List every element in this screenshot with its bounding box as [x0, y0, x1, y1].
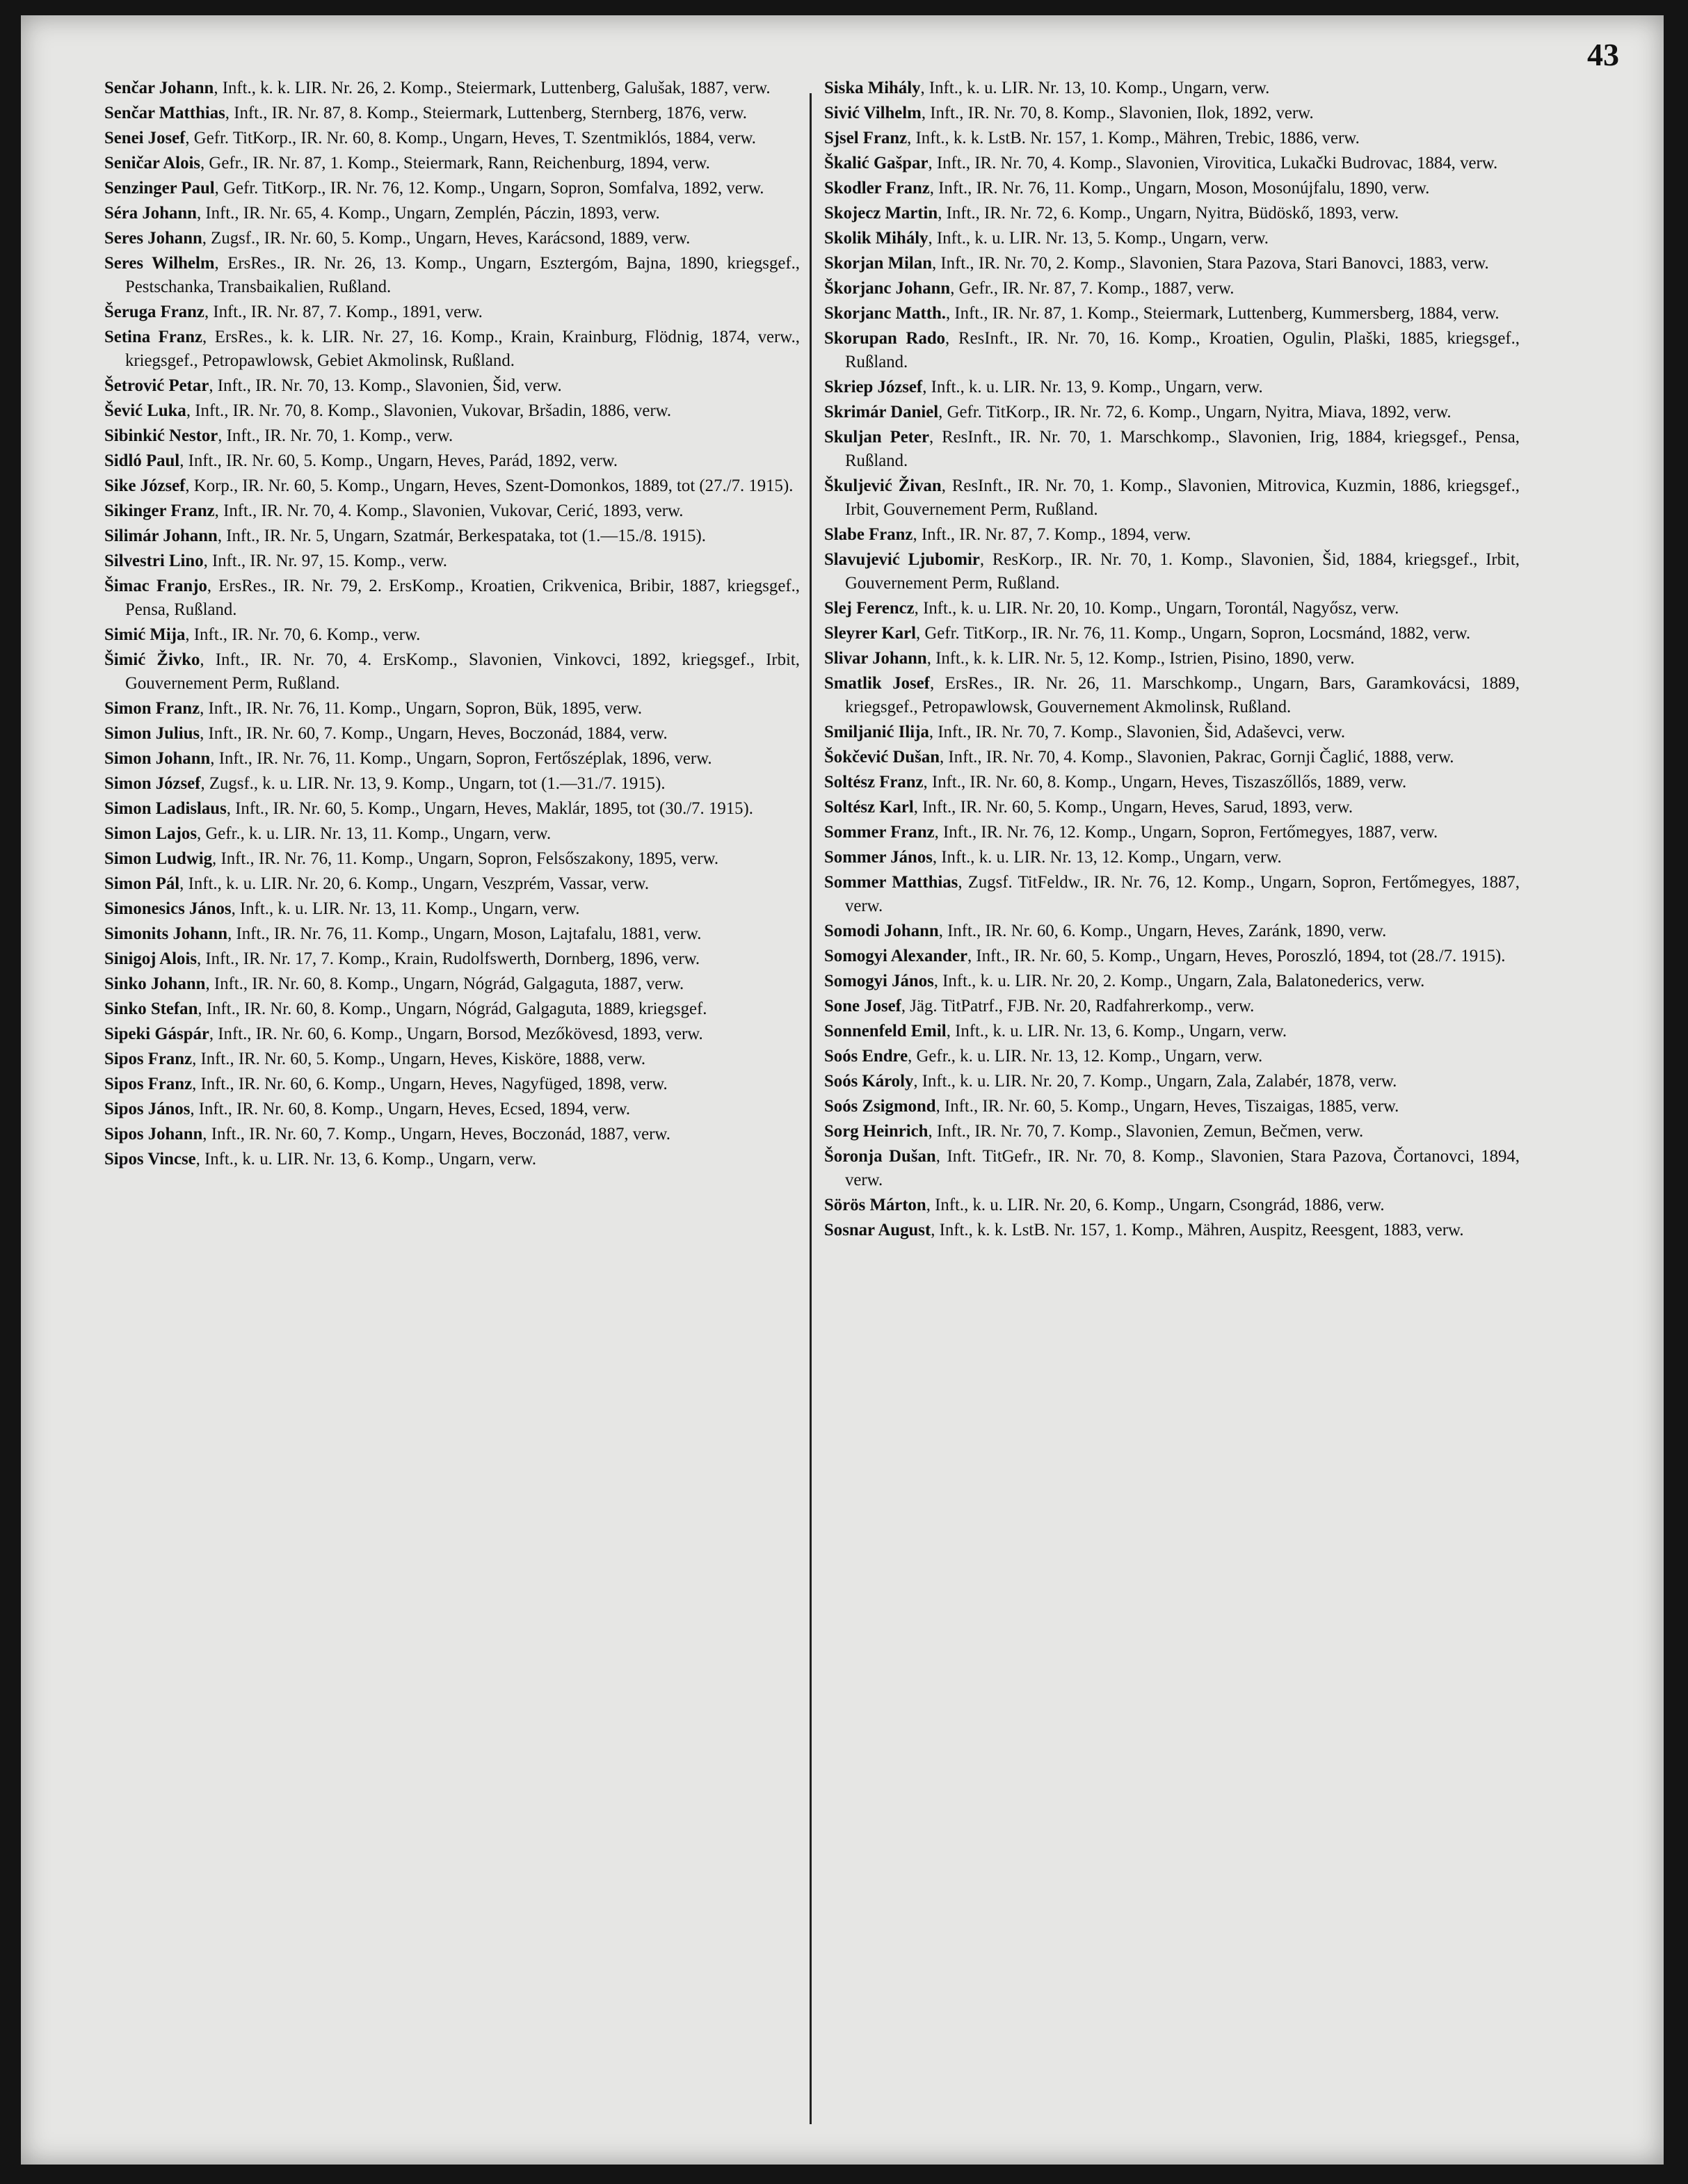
entry-name: Skrimár Daniel — [824, 403, 939, 421]
entry-name: Sivić Vilhelm — [824, 104, 922, 122]
entry-name: Senčar Johann — [104, 79, 214, 97]
entry-details: , Inft., IR. Nr. 97, 15. Komp., verw. — [203, 552, 447, 570]
list-entry — [104, 722, 800, 746]
list-entry — [104, 997, 800, 1021]
entry-details: , Inft., k. k. LstB. Nr. 157, 1. Komp., Mähren, Auspitz, Reesgent, 1883, verw. — [931, 1221, 1464, 1239]
page-number: 43 — [1587, 37, 1619, 72]
entry-name: Soós Zsigmond — [824, 1097, 936, 1116]
list-entry — [104, 449, 800, 473]
entry-details: , Inft., IR. Nr. 76, 11. Komp., Ungarn, Sopron, Felsőszakony, 1895, verw. — [212, 849, 719, 868]
entry-details: , ResInft., IR. Nr. 70, 1. Komp., Slavonien, Mitrovica, Kuzmin, 1886, kriegsgef., Irbit, Gouvernement Perm, Rußland. — [845, 476, 1520, 519]
entry-name: Simić Mija — [104, 625, 186, 644]
entry-details: , Inft., IR. Nr. 70, 7. Komp., Slavonien, Zemun, Bečmen, verw. — [928, 1122, 1364, 1141]
right-column — [824, 77, 1520, 2149]
entry-details: , Zugsf. TitFeldw., IR. Nr. 76, 12. Komp., Ungarn, Sopron, Fertőmegyes, 1887, verw. — [845, 873, 1520, 915]
entry-details: , Inft., k. k. LstB. Nr. 157, 1. Komp., Mähren, Trebic, 1886, verw. — [907, 129, 1360, 147]
entry-name: Simonesics János — [104, 899, 232, 918]
entry-details: , Inft., IR. Nr. 65, 4. Komp., Ungarn, Zemplén, Páczin, 1893, verw. — [196, 204, 660, 223]
entry-name: Sipos Franz — [104, 1075, 193, 1093]
entry-name: Sörös Márton — [824, 1196, 926, 1214]
list-entry — [824, 474, 1520, 522]
entry-details: , Gefr., k. u. LIR. Nr. 13, 12. Komp., Ungarn, verw. — [908, 1047, 1263, 1066]
entry-details: , Inft. TitGefr., IR. Nr. 70, 8. Komp., Slavonien, Stara Pazova, Čortanovci, 1894, verw. — [845, 1147, 1520, 1189]
entry-name: Sipos János — [104, 1100, 191, 1118]
entry-details: , Inft., k. u. LIR. Nr. 13, 12. Komp., Ungarn, verw. — [932, 848, 1282, 867]
list-entry — [104, 847, 800, 871]
list-entry — [824, 1145, 1520, 1192]
list-entry — [824, 548, 1520, 595]
entry-details: , Inft., IR. Nr. 60, 5. Komp., Ungarn, Heves, Parád, 1892, verw. — [179, 451, 618, 470]
entry-details: , Inft., k. u. LIR. Nr. 20, 2. Komp., Ungarn, Zala, Balatonederics, verw. — [933, 972, 1425, 990]
entry-name: Senzinger Paul — [104, 179, 215, 198]
entry-details: , Inft., k. u. LIR. Nr. 20, 6. Komp., Ungarn, Veszprém, Vassar, verw. — [179, 874, 650, 893]
entry-details: , ErsRes., k. k. LIR. Nr. 27, 16. Komp., Krain, Krainburg, Flödnig, 1874, verw., kriegsgef., Petropawlowsk, Gebiet Akmolinsk, Rußland. — [125, 328, 800, 370]
entry-details: , Inft., k. u. LIR. Nr. 20, 7. Komp., Ungarn, Zala, Zalabér, 1878, verw. — [913, 1072, 1397, 1091]
entry-name: Simon Franz — [104, 699, 200, 718]
entry-name: Soltész Karl — [824, 798, 914, 817]
entry-details: , Inft., IR. Nr. 70, 2. Komp., Slavonien, Stara Pazova, Stari Banovci, 1883, verw. — [932, 254, 1489, 273]
list-entry — [104, 797, 800, 821]
entry-name: Somodi Johann — [824, 922, 939, 940]
entry-details: , Inft., k. u. LIR. Nr. 13, 6. Komp., Ungarn, verw. — [195, 1150, 537, 1169]
list-entry — [824, 1070, 1520, 1093]
list-entry — [104, 127, 800, 150]
entry-name: Skriep József — [824, 378, 923, 396]
entry-name: Sinko Stefan — [104, 999, 198, 1018]
entry-name: Soós Endre — [824, 1047, 908, 1066]
entry-name: Sipeki Gáspár — [104, 1025, 209, 1043]
entry-details: , Inft., IR. Nr. 60, 5. Komp., Ungarn, Heves, Kisköre, 1888, verw. — [192, 1050, 646, 1068]
entry-name: Šeruga Franz — [104, 303, 204, 321]
list-entry — [104, 872, 800, 896]
entry-details: , Inft., IR. Nr. 60, 6. Komp., Ungarn, Borsod, Mezőkövesd, 1893, verw. — [209, 1025, 703, 1043]
entry-details: , Inft., k. k. LIR. Nr. 26, 2. Komp., Steiermark, Luttenberg, Galušak, 1887, verw. — [214, 79, 771, 97]
list-entry — [824, 821, 1520, 844]
list-entry — [104, 772, 800, 796]
entry-name: Simonits Johann — [104, 924, 228, 943]
list-entry — [824, 622, 1520, 645]
entry-details: , ErsRes., IR. Nr. 79, 2. ErsKomp., Kroatien, Crikvenica, Bribir, 1887, kriegsgef., Pensa, Rußland. — [125, 577, 800, 619]
entry-name: Skojecz Martin — [824, 204, 938, 223]
entry-details: , Inft., IR. Nr. 60, 5. Komp., Ungarn, Heves, Sarud, 1893, verw. — [913, 798, 1353, 817]
list-entry — [104, 549, 800, 573]
entry-name: Slabe Franz — [824, 525, 913, 544]
entry-name: Sinigoj Alois — [104, 949, 197, 968]
entry-details: , Inft., IR. Nr. 70, 8. Komp., Slavonien, Vukovar, Bršadin, 1886, verw. — [186, 401, 672, 420]
list-entry — [104, 202, 800, 225]
list-entry — [104, 177, 800, 200]
list-entry — [104, 897, 800, 921]
entry-details: , Zugsf., IR. Nr. 60, 5. Komp., Ungarn, Heves, Karácsond, 1889, verw. — [202, 229, 691, 248]
entry-details: , Gefr. TitKorp., IR. Nr. 72, 6. Komp., Ungarn, Nyitra, Miava, 1892, verw. — [938, 403, 1452, 421]
entry-name: Škorjanc Johann — [824, 279, 951, 298]
list-entry — [824, 846, 1520, 869]
entry-name: Setina Franz — [104, 328, 202, 346]
entry-details: , Inft., IR. Nr. 70, 13. Komp., Slavonien, Šid, verw. — [209, 376, 562, 395]
list-entry — [824, 302, 1520, 326]
entry-details: , Inft., IR. Nr. 60, 7. Komp., Ungarn, Heves, Boczonád, 1887, verw. — [202, 1125, 670, 1143]
entry-details: , ResInft., IR. Nr. 70, 1. Marschkomp., Slavonien, Irig, 1884, kriegsgef., Pensa, Rußland. — [845, 428, 1520, 470]
entry-name: Šimić Živko — [104, 650, 200, 669]
entry-details: , Inft., IR. Nr. 70, 8. Komp., Slavonien, Ilok, 1892, verw. — [921, 104, 1314, 122]
list-entry — [824, 597, 1520, 620]
entry-details: , Inft., IR. Nr. 70, 4. ErsKomp., Slavonien, Vinkovci, 1892, kriegsgef., Irbit, Gouvernement Perm, Rußland. — [125, 650, 800, 693]
entry-name: Sikinger Franz — [104, 501, 215, 520]
entry-name: Škalić Gašpar — [824, 154, 929, 172]
list-entry — [104, 1073, 800, 1096]
entry-name: Simon Ladislaus — [104, 799, 227, 818]
list-entry — [104, 697, 800, 721]
entry-details: , Inft., IR. Nr. 60, 8. Komp., Ungarn, Heves, Ecsed, 1894, verw. — [190, 1100, 631, 1118]
entry-details: , Inft., IR. Nr. 60, 7. Komp., Ungarn, Heves, Boczonád, 1884, verw. — [200, 724, 668, 743]
entry-name: Škuljević Živan — [824, 476, 942, 495]
entry-name: Sibinkić Nestor — [104, 426, 218, 445]
list-entry — [824, 102, 1520, 125]
entry-details: , Inft., k. u. LIR. Nr. 13, 11. Komp., Ungarn, verw. — [231, 899, 580, 918]
list-entry — [824, 523, 1520, 547]
entry-name: Seres Johann — [104, 229, 202, 248]
column-divider — [810, 93, 812, 2124]
entry-name: Skorupan Rado — [824, 329, 946, 348]
entry-details: , Inft., IR. Nr. 70, 7. Komp., Slavonien, Šid, Adaševci, verw. — [929, 723, 1346, 741]
list-entry — [824, 202, 1520, 225]
list-entry — [824, 277, 1520, 300]
entry-details: , Inft., k. u. LIR. Nr. 13, 10. Komp., Ungarn, verw. — [920, 79, 1270, 97]
entry-details: , Inft., IR. Nr. 76, 11. Komp., Ungarn, Sopron, Bük, 1895, verw. — [200, 699, 643, 718]
entry-name: Šimac Franjo — [104, 577, 207, 595]
entry-name: Sommer János — [824, 848, 933, 867]
list-entry — [104, 399, 800, 423]
list-entry — [824, 177, 1520, 200]
list-entry — [104, 947, 800, 971]
entry-details: , Inft., k. u. LIR. Nr. 13, 9. Komp., Ungarn, verw. — [922, 378, 1263, 396]
entry-details: , Gefr. TitKorp., IR. Nr. 76, 11. Komp., Ungarn, Sopron, Locsmánd, 1882, verw. — [916, 624, 1471, 643]
entry-details: , Inft., IR. Nr. 17, 7. Komp., Krain, Rudolfswerth, Dornberg, 1896, verw. — [196, 949, 700, 968]
list-entry — [824, 426, 1520, 473]
entry-name: Šokčević Dušan — [824, 748, 940, 766]
entry-name: Sonnenfeld Emil — [824, 1022, 947, 1041]
entry-name: Šoronja Dušan — [824, 1147, 936, 1166]
entry-name: Sipos Johann — [104, 1125, 203, 1143]
entry-details: , Gefr., IR. Nr. 87, 7. Komp., 1887, verw. — [950, 279, 1235, 298]
entry-details: , Korp., IR. Nr. 60, 5. Komp., Ungarn, Heves, Szent-Domonkos, 1889, tot (27./7. 1915). — [185, 476, 794, 495]
list-entry — [824, 746, 1520, 769]
list-entry — [104, 102, 800, 125]
entry-name: Slivar Johann — [824, 649, 927, 668]
entry-name: Simon Lajos — [104, 824, 197, 843]
list-entry — [824, 1020, 1520, 1043]
entry-name: Šetrović Petar — [104, 376, 209, 395]
list-entry — [824, 771, 1520, 794]
entry-details: , Inft., IR. Nr. 60, 6. Komp., Ungarn, Heves, Zaránk, 1890, verw. — [938, 922, 1387, 940]
entry-name: Somogyi Alexander — [824, 947, 967, 965]
entry-details: , ResKorp., IR. Nr. 70, 1. Komp., Slavonien, Šid, 1884, kriegsgef., Irbit, Gouvernement Perm, Rußland. — [845, 550, 1520, 593]
list-entry — [104, 648, 800, 696]
entry-details: , Inft., IR. Nr. 87, 1. Komp., Steiermark, Luttenberg, Kummersberg, 1884, verw. — [945, 304, 1500, 323]
list-entry — [824, 995, 1520, 1018]
entry-name: Sone Josef — [824, 997, 901, 1015]
list-entry — [824, 871, 1520, 918]
list-entry — [104, 972, 800, 996]
list-entry — [824, 1219, 1520, 1242]
list-entry — [104, 300, 800, 324]
entry-name: Siska Mihály — [824, 79, 921, 97]
entry-name: Skorjan Milan — [824, 254, 933, 273]
list-entry — [824, 647, 1520, 671]
list-entry — [824, 152, 1520, 175]
entry-name: Sommer Franz — [824, 823, 935, 842]
entry-name: Simon Julius — [104, 724, 200, 743]
entry-name: Slej Ferencz — [824, 599, 915, 618]
list-entry — [824, 920, 1520, 943]
entry-details: , Inft., IR. Nr. 70, 1. Komp., verw. — [218, 426, 453, 445]
entry-name: Senčar Matthias — [104, 104, 225, 122]
entry-details: , Inft., k. u. LIR. Nr. 20, 10. Komp., Ungarn, Torontál, Nagyősz, verw. — [914, 599, 1399, 618]
list-entry — [104, 524, 800, 548]
list-entry — [104, 1022, 800, 1046]
list-entry — [824, 376, 1520, 399]
entry-details: , Gefr., k. u. LIR. Nr. 13, 11. Komp., Ungarn, verw. — [196, 824, 552, 843]
entry-details: , Zugsf., k. u. LIR. Nr. 13, 9. Komp., Ungarn, tot (1.—31./7. 1915). — [200, 774, 666, 793]
list-entry — [824, 721, 1520, 744]
left-column — [104, 77, 800, 2149]
entry-details: , Inft., IR. Nr. 76, 11. Komp., Ungarn, Sopron, Fertőszéplak, 1896, verw. — [210, 749, 712, 768]
entry-name: Simon Pál — [104, 874, 180, 893]
list-entry — [104, 374, 800, 398]
entry-details: , Inft., IR. Nr. 60, 8. Komp., Ungarn, Nógrád, Galgaguta, 1889, kriegsgef. — [198, 999, 707, 1018]
entry-name: Seničar Alois — [104, 154, 201, 172]
list-entry — [824, 672, 1520, 719]
list-entry — [824, 327, 1520, 374]
entry-name: Soós Károly — [824, 1072, 914, 1091]
entry-details: , Inft., IR. Nr. 87, 7. Komp., 1894, verw. — [913, 525, 1191, 544]
entry-details: , Gefr. TitKorp., IR. Nr. 60, 8. Komp., Ungarn, Heves, T. Szentmiklós, 1884, verw. — [185, 129, 756, 147]
entry-details: , Inft., IR. Nr. 87, 7. Komp., 1891, verw. — [204, 303, 483, 321]
entry-name: Smiljanić Ilija — [824, 723, 929, 741]
list-entry — [824, 945, 1520, 968]
list-entry — [104, 623, 800, 647]
entry-details: , Inft., IR. Nr. 76, 12. Komp., Ungarn, Sopron, Fertőmegyes, 1887, verw. — [934, 823, 1438, 842]
entry-name: Silimár Johann — [104, 527, 218, 545]
list-entry — [104, 424, 800, 448]
list-entry — [104, 1123, 800, 1146]
entry-name: Smatlik Josef — [824, 674, 930, 693]
list-entry — [104, 474, 800, 498]
entry-name: Simon Ludwig — [104, 849, 213, 868]
entry-name: Sosnar August — [824, 1221, 931, 1239]
list-entry — [824, 1194, 1520, 1217]
entry-name: Sleyrer Karl — [824, 624, 916, 643]
list-entry — [104, 326, 800, 373]
list-entry — [824, 401, 1520, 424]
entry-details: , Inft., IR. Nr. 60, 6. Komp., Ungarn, Heves, Nagyfüged, 1898, verw. — [192, 1075, 668, 1093]
entry-name: Sipos Franz — [104, 1050, 193, 1068]
list-entry — [824, 252, 1520, 275]
entry-details: , Inft., IR. Nr. 60, 5. Komp., Ungarn, Heves, Tiszaigas, 1885, verw. — [935, 1097, 1399, 1116]
entry-details: , Inft., IR. Nr. 87, 8. Komp., Steiermark, Luttenberg, Sternberg, 1876, verw. — [225, 104, 747, 122]
entry-details: , Inft., k. u. LIR. Nr. 13, 6. Komp., Ungarn, verw. — [946, 1022, 1287, 1041]
entry-details: , Gefr., IR. Nr. 87, 1. Komp., Steiermark, Rann, Reichenburg, 1894, verw. — [200, 154, 710, 172]
entry-details: , Inft., k. k. LIR. Nr. 5, 12. Komp., Istrien, Pisino, 1890, verw. — [926, 649, 1355, 668]
entry-name: Sidló Paul — [104, 451, 180, 470]
entry-name: Senei Josef — [104, 129, 186, 147]
entry-details: , Gefr. TitKorp., IR. Nr. 76, 12. Komp., Ungarn, Sopron, Somfalva, 1892, verw. — [214, 179, 764, 198]
entry-name: Séra Johann — [104, 204, 197, 223]
entry-details: , Inft., IR. Nr. 76, 11. Komp., Ungarn, Moson, Mosonújfalu, 1890, verw. — [929, 179, 1430, 198]
entry-name: Simon Johann — [104, 749, 211, 768]
list-entry — [104, 77, 800, 100]
entry-name: Skodler Franz — [824, 179, 930, 198]
entry-details: , Inft., IR. Nr. 70, 4. Komp., Slavonien, Pakrac, Gornji Čaglić, 1888, verw. — [940, 748, 1454, 766]
entry-details: , Jäg. TitPatrf., FJB. Nr. 20, Radfahrerkomp., verw. — [901, 997, 1255, 1015]
entry-name: Šević Luka — [104, 401, 186, 420]
list-entry — [824, 796, 1520, 819]
list-entry — [824, 970, 1520, 993]
list-entry — [824, 1120, 1520, 1143]
entry-details: , ErsRes., IR. Nr. 26, 13. Komp., Ungarn, Esztergóm, Bajna, 1890, kriegsgef., Pestschanka, Transbaikalien, Rußland. — [125, 254, 800, 296]
list-entry — [824, 227, 1520, 250]
list-entry — [104, 922, 800, 946]
entry-name: Sinko Johann — [104, 974, 206, 993]
entry-name: Skorjanc Matth. — [824, 304, 946, 323]
list-entry — [104, 747, 800, 771]
entry-name: Skolik Mihály — [824, 229, 929, 248]
entry-details: , Inft., IR. Nr. 70, 6. Komp., verw. — [185, 625, 421, 644]
entry-name: Skuljan Peter — [824, 428, 930, 447]
entry-details: , Inft., IR. Nr. 76, 11. Komp., Ungarn, Moson, Lajtafalu, 1881, verw. — [227, 924, 702, 943]
entry-details: , Inft., IR. Nr. 60, 5. Komp., Ungarn, Heves, Poroszló, 1894, tot (28./7. 1915). — [967, 947, 1506, 965]
list-entry — [104, 1148, 800, 1171]
document-page — [21, 15, 1664, 2165]
entry-name: Sjsel Franz — [824, 129, 908, 147]
list-entry — [104, 227, 800, 250]
entry-name: Simon József — [104, 774, 201, 793]
entry-name: Silvestri Lino — [104, 552, 204, 570]
entry-details: , Inft., k. u. LIR. Nr. 20, 6. Komp., Ungarn, Csongrád, 1886, verw. — [926, 1196, 1385, 1214]
entry-details: , Inft., IR. Nr. 70, 4. Komp., Slavonien, Virovitica, Lukački Budrovac, 1884, verw. — [928, 154, 1498, 172]
list-entry — [824, 127, 1520, 150]
list-entry — [824, 1045, 1520, 1068]
list-entry — [104, 822, 800, 846]
entry-details: , Inft., IR. Nr. 70, 4. Komp., Slavonien, Vukovar, Cerić, 1893, verw. — [214, 501, 684, 520]
list-entry — [104, 252, 800, 299]
list-entry — [104, 1047, 800, 1071]
entry-details: , Inft., IR. Nr. 60, 8. Komp., Ungarn, Heves, Tiszaszőllős, 1889, verw. — [923, 773, 1407, 792]
entry-name: Sommer Matthias — [824, 873, 958, 892]
entry-name: Slavujević Ljubomir — [824, 550, 980, 569]
entry-details: , Inft., IR. Nr. 5, Ungarn, Szatmár, Berkespataka, tot (1.—15./8. 1915). — [217, 527, 706, 545]
list-entry — [104, 499, 800, 523]
entry-details: , ErsRes., IR. Nr. 26, 11. Marschkomp., Ungarn, Bars, Garamkovácsi, 1889, kriegsgef., Petropawlowsk, Gouvernement Akmolinsk, Rußland. — [845, 674, 1520, 716]
entry-details: , ResInft., IR. Nr. 70, 16. Komp., Kroatien, Ogulin, Plaški, 1885, kriegsgef., Rußland. — [845, 329, 1520, 371]
entry-name: Somogyi János — [824, 972, 934, 990]
entry-name: Seres Wilhelm — [104, 254, 215, 273]
list-entry — [104, 152, 800, 175]
list-entry — [104, 575, 800, 622]
entry-details: , Inft., IR. Nr. 60, 8. Komp., Ungarn, Nógrád, Galgaguta, 1887, verw. — [205, 974, 684, 993]
list-entry — [824, 77, 1520, 100]
list-entry — [824, 1095, 1520, 1118]
entry-details: , Inft., IR. Nr. 60, 5. Komp., Ungarn, Heves, Maklár, 1895, tot (30./7. 1915). — [226, 799, 754, 818]
entry-name: Soltész Franz — [824, 773, 924, 792]
entry-details: , Inft., IR. Nr. 72, 6. Komp., Ungarn, Nyitra, Büdöskő, 1893, verw. — [938, 204, 1399, 223]
entry-name: Sike József — [104, 476, 186, 495]
list-entry — [104, 1098, 800, 1121]
entry-name: Sipos Vincse — [104, 1150, 196, 1169]
entry-name: Sorg Heinrich — [824, 1122, 929, 1141]
entry-details: , Inft., k. u. LIR. Nr. 13, 5. Komp., Ungarn, verw. — [928, 229, 1269, 248]
